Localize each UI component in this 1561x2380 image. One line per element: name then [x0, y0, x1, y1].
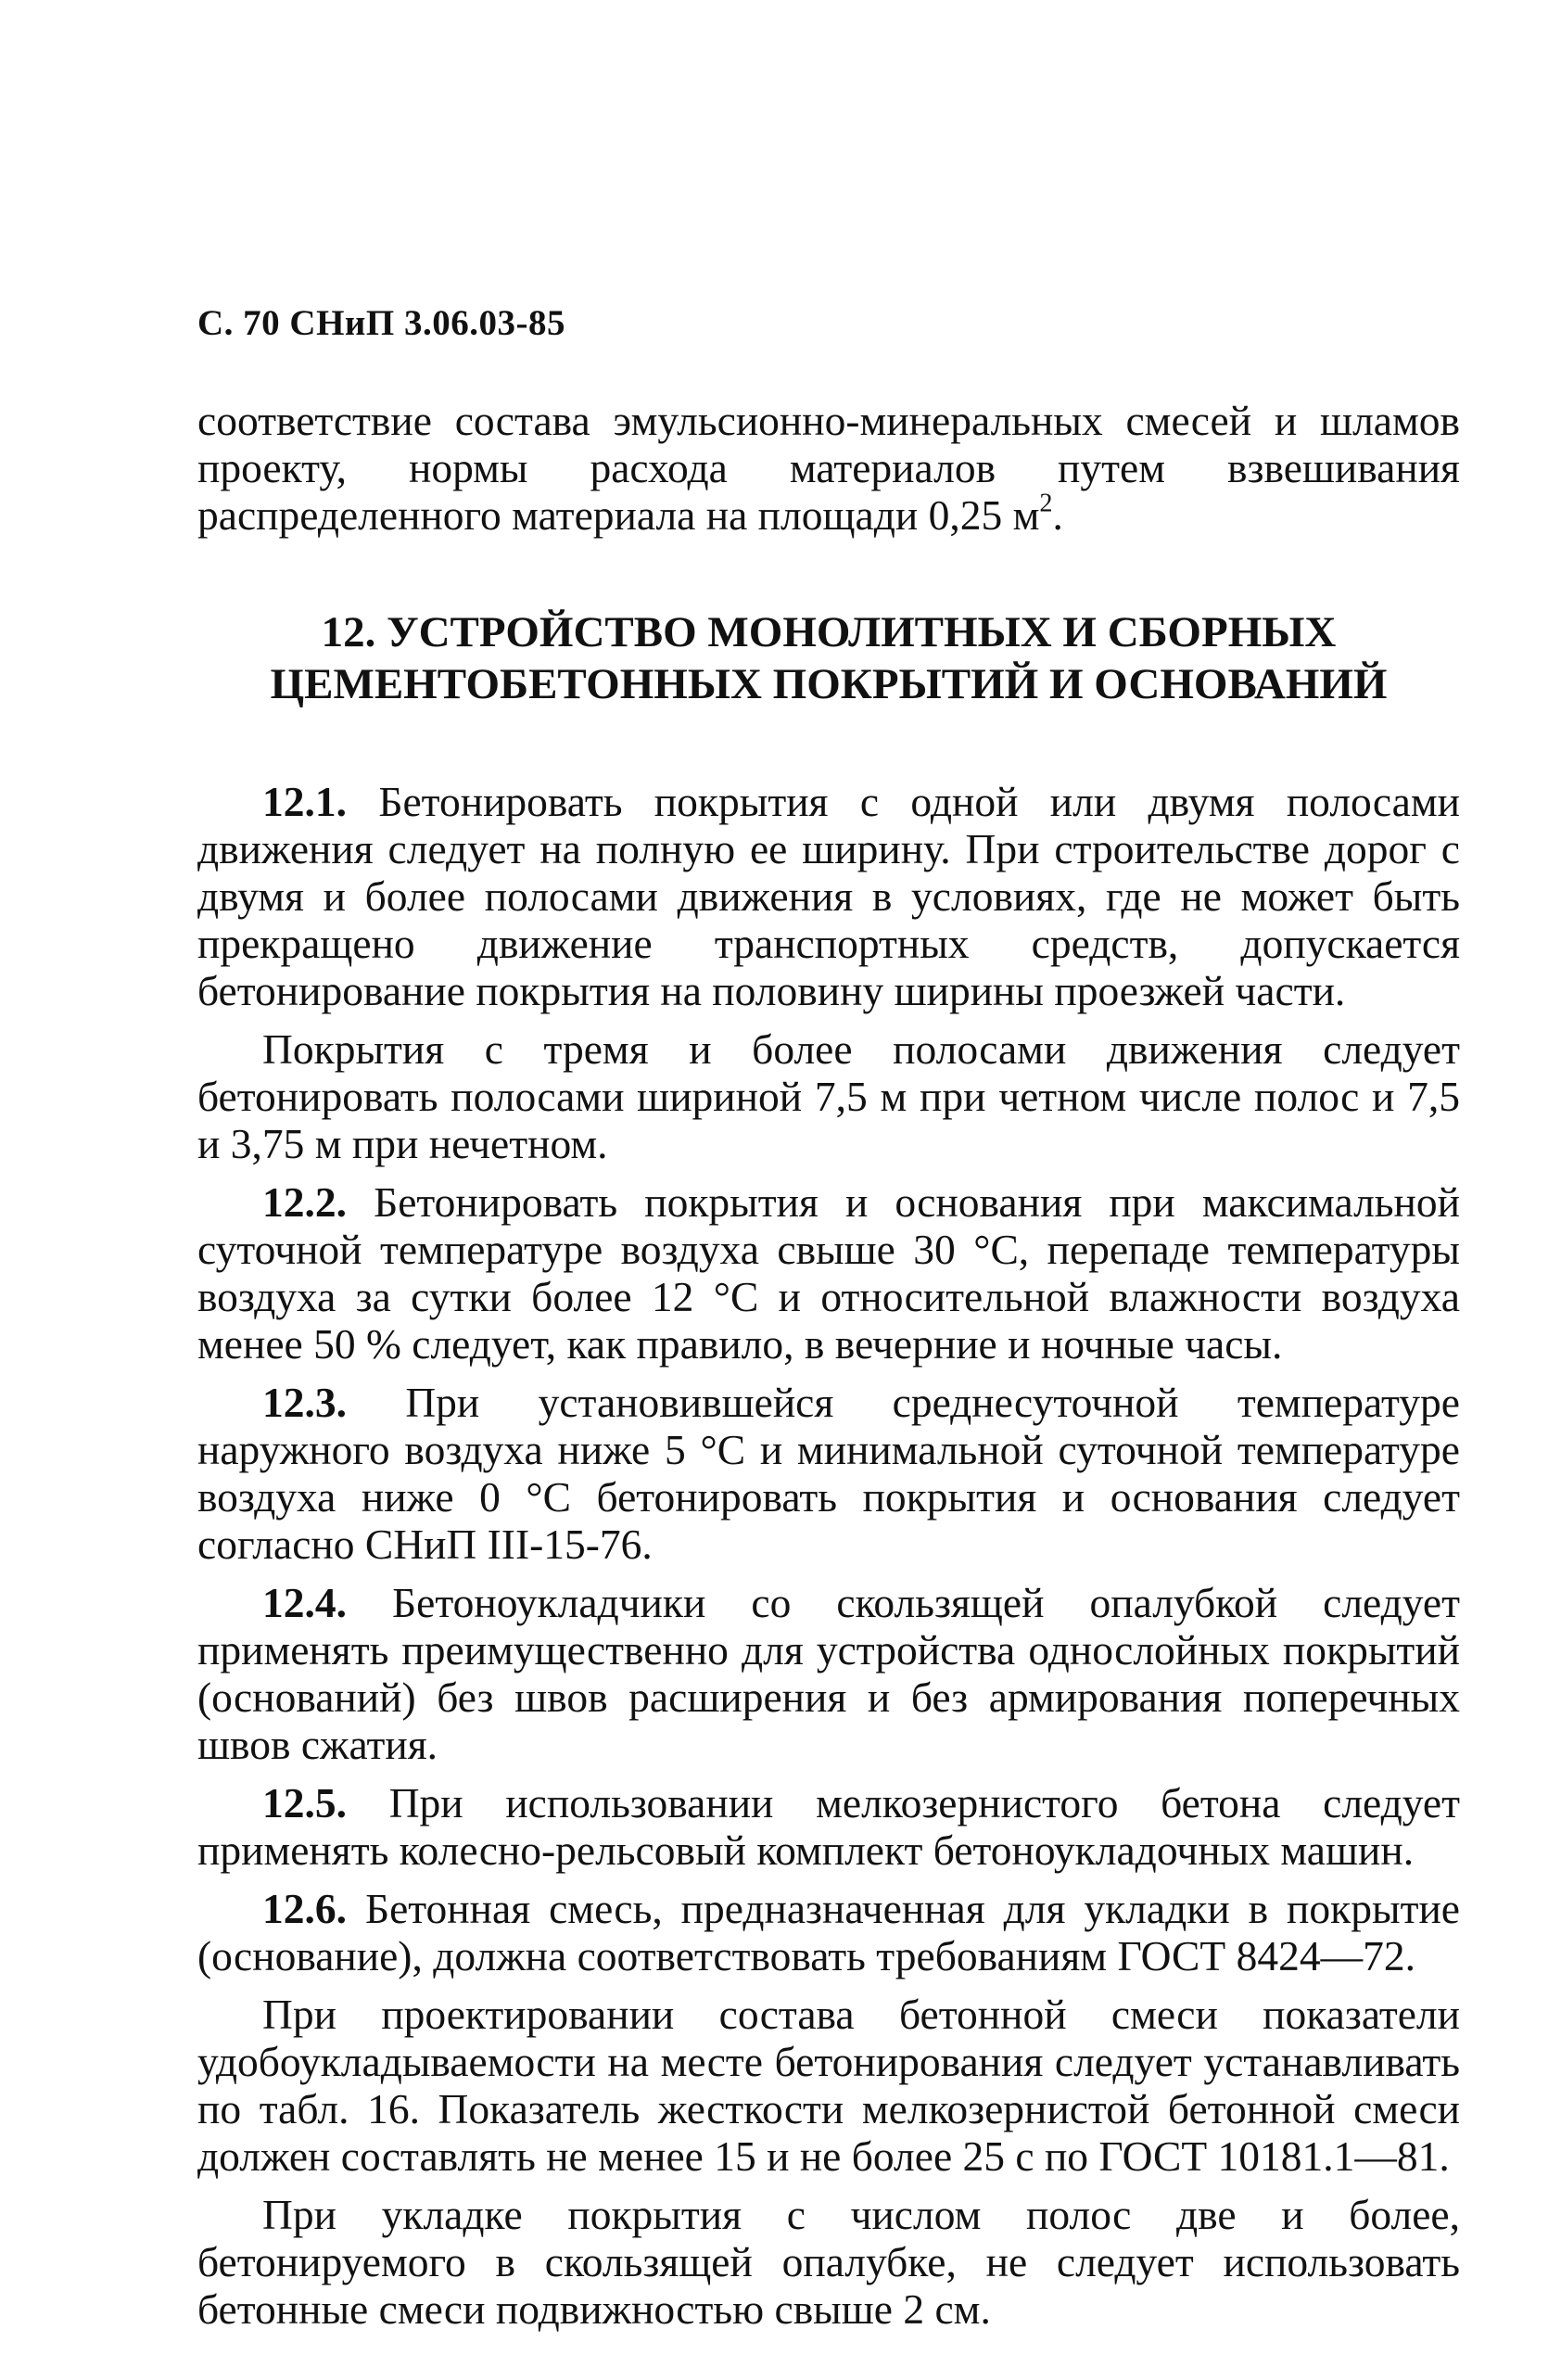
clause-text: При использовании мелкозернистого бетона следует применять колесно-рельсовый комплект бетоноукладочных машин. [197, 1779, 1461, 1874]
intro-superscript: 2 [1039, 489, 1053, 518]
clause-paragraph [197, 1025, 1460, 1167]
clause-text: При проектировании состава бетонной смеси показатели удобоукладываемости на месте бетонирования следует устанавливать по табл. 16. Показатель жесткости мелкозернистой бетонной смеси должен составлять не менее 15 и не более 25 с по ГОСТ 10181.1—81. [197, 1991, 1460, 2180]
clause-text: При установившейся среднесуточной температуре наружного воздуха ниже 5 °С и минимальной суточной температуре воздуха ниже 0 °С бетонировать покрытия и основания следует согласно СНиП III-15-76. [197, 1379, 1461, 1568]
clause-paragraph [197, 1579, 1460, 1768]
running-head: С. 70 СНиП 3.06.03-85 [197, 303, 565, 343]
clause-paragraph [197, 1779, 1460, 1874]
clause-number: 12.3. [262, 1379, 347, 1426]
clause-text: Бетонировать покрытия с одной или двумя полосами движения следует на полную ее ширину. При строительстве дорог с двумя и более полосами движения в условиях, где не может быть прекращено движение транспортных средств, допускается бетонирование покрытия на половину ширины проезжей части. [197, 778, 1461, 1014]
clause-number: 12.2. [262, 1178, 347, 1226]
clause-text: Бетонная смесь, предназначенная для укладки в покрытие (основание), должна соответствовать требованиям ГОСТ 8424—72. [197, 1885, 1461, 1979]
clause-number: 12.1. [262, 778, 347, 825]
intro-tail: . [1052, 491, 1063, 539]
clause-text: Покрытия с тремя и более полосами движения следует бетонировать полосами шириной 7,5 м при четном числе полос и 7,5 и 3,75 м при нечетном. [197, 1025, 1460, 1167]
clause-number: 12.4. [262, 1579, 347, 1626]
clause-text: Бетоноукладчики со скользящей опалубкой следует применять преимущественно для устройства однослойных покрытий (оснований) без швов расширения и без армирования поперечных швов сжатия. [197, 1579, 1461, 1768]
clause-number: 12.5. [262, 1779, 347, 1826]
intro-paragraph [197, 397, 1460, 539]
body-text [197, 397, 1460, 2344]
clause-paragraph [197, 1885, 1460, 1979]
clause-text: Бетонировать покрытия и основания при максимальной суточной температуре воздуха свыше 30 °С, перепаде температуры воздуха за сутки более 12 °С и относительной влажности воздуха менее 50 % следует, как правило, в вечерние и ночные часы. [197, 1178, 1461, 1368]
clause-paragraph [197, 2191, 1460, 2333]
section-title-line-2: ЦЕМЕНТОБЕТОННЫХ ПОКРЫТИЙ И ОСНОВАНИЙ [270, 660, 1388, 708]
clause-paragraph [197, 1178, 1460, 1368]
clause-number: 12.6. [262, 1885, 347, 1932]
intro-text: соответствие состава эмульсионно-минеральных смесей и шламов проекту, нормы расхода материалов путем взвешивания распределенного материала на площади 0,25 м [197, 397, 1460, 539]
clause-paragraph [197, 1379, 1460, 1568]
section-title-line-1: 12. УСТРОЙСТВО МОНОЛИТНЫХ И СБОРНЫХ [321, 608, 1337, 656]
clause-paragraph [197, 778, 1460, 1014]
clause-text: При укладке покрытия с числом полос две и более, бетонируемого в скользящей опалубке, не следует использовать бетонные смеси подвижностью свыше 2 см. [197, 2191, 1460, 2333]
clause-paragraph [197, 1991, 1460, 2180]
section-title [197, 606, 1460, 710]
